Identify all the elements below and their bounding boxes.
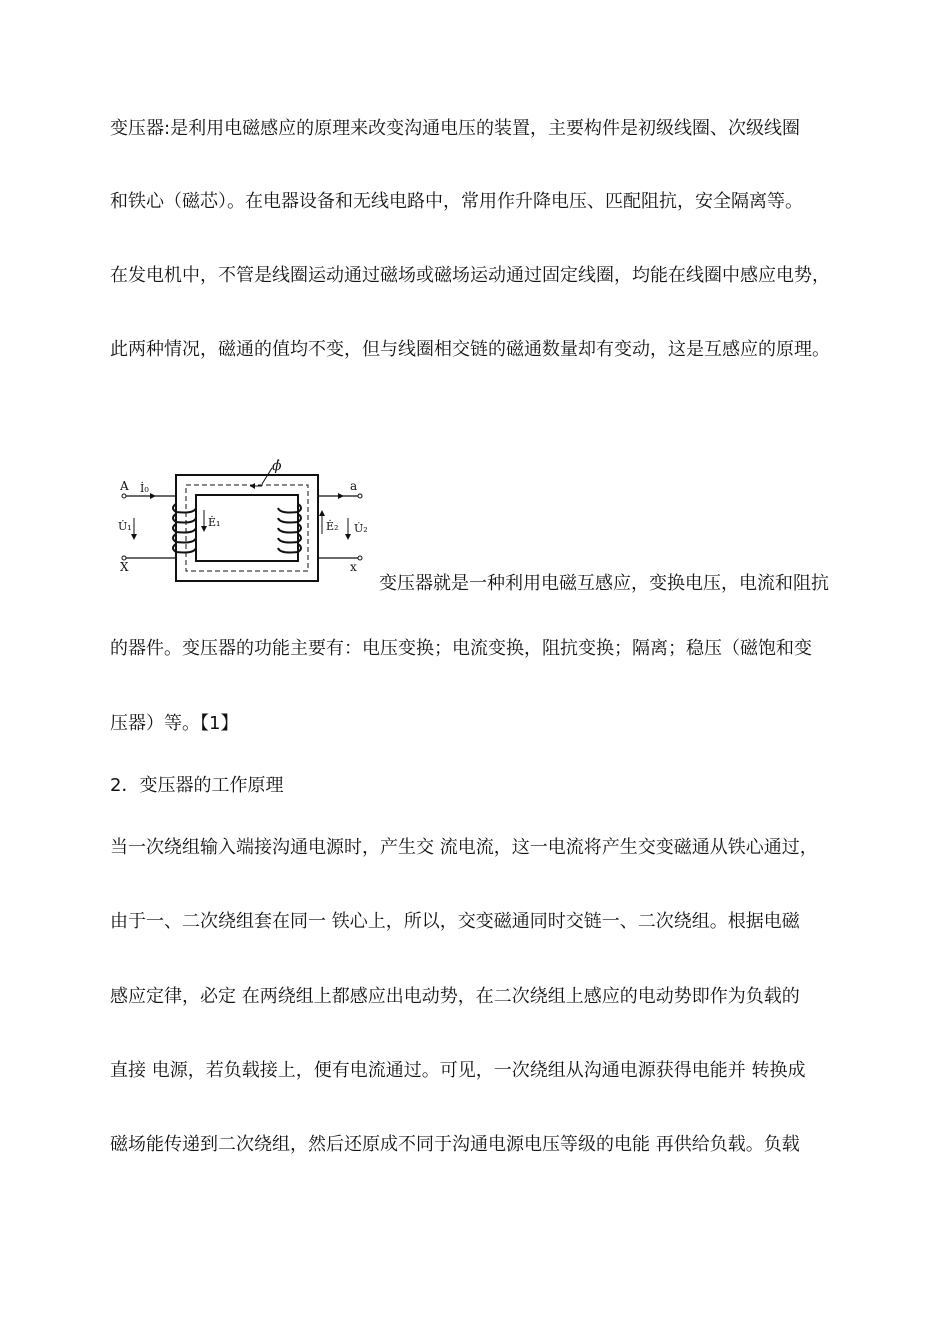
voltage-U1: U̇₁ — [118, 520, 132, 533]
voltage-U2: U̇₂ — [354, 522, 368, 535]
terminal-x: x — [350, 560, 357, 574]
paragraph-line-4: 此两种情况，磁通的值均不变，但与线圈相交链的磁通数量却有变动，这是互感应的原理。 — [110, 339, 830, 360]
paragraph-line-6: 压器）等。【1】 — [110, 713, 239, 734]
section-line-2: 由于一、二次绕组套在同一 铁心上，所以，交变磁通同时交链一、二次绕组。根据电磁 — [110, 911, 800, 932]
section-line-1: 当一次绕组输入端接沟通电源时，产生交 流电流，这一电流将产生交变磁通从铁心通过， — [110, 837, 818, 858]
paragraph-line-5: 的器件。变压器的功能主要有：电压变换；电流变换，阻抗变换；隔离；稳压（磁饱和变 — [110, 638, 812, 659]
emf-E2: Ė₂ — [326, 520, 339, 533]
terminal-A: A — [120, 479, 129, 493]
figure-caption-line: 变压器就是一种利用电磁互感应，变换电压，电流和阻抗 — [379, 573, 829, 594]
paragraph-line-3: 在发电机中，不管是线圈运动通过磁场或磁场运动通过固定线圈，均能在线圈中感应电势， — [110, 265, 830, 286]
current-I0: İ₀ — [140, 482, 149, 495]
paragraph-line-2: 和铁心（磁芯）。在电器设备和无线电路中，常用作升降电压、匹配阻抗，安全隔离等。 — [110, 191, 803, 212]
emf-E1: Ė₁ — [208, 516, 221, 529]
flux-label: ϕ̇ — [272, 458, 282, 474]
section-heading: 2．变压器的工作原理 — [110, 775, 284, 796]
core-outer — [176, 475, 318, 581]
terminal-X: X — [120, 560, 129, 574]
paragraph-line-1: 变压器:是利用电磁感应的原理来改变沟通电压的装置，主要构件是初级线圈、次级线圈 — [110, 118, 801, 139]
terminal-a: a — [350, 479, 358, 493]
transformer-diagram — [112, 450, 382, 590]
section-line-3: 感应定律，必定 在两绕组上都感应出电动势，在二次绕组上感应的电动势即作为负载的 — [110, 986, 800, 1007]
section-line-5: 磁场能传递到二次绕组，然后还原成不同于沟通电源电压等级的电能 再供给负载。负载 — [110, 1134, 800, 1155]
section-line-4: 直接 电源，若负载接上，便有电流通过。可见，一次绕组从沟通电源获得电能并 转换成 — [110, 1060, 806, 1081]
